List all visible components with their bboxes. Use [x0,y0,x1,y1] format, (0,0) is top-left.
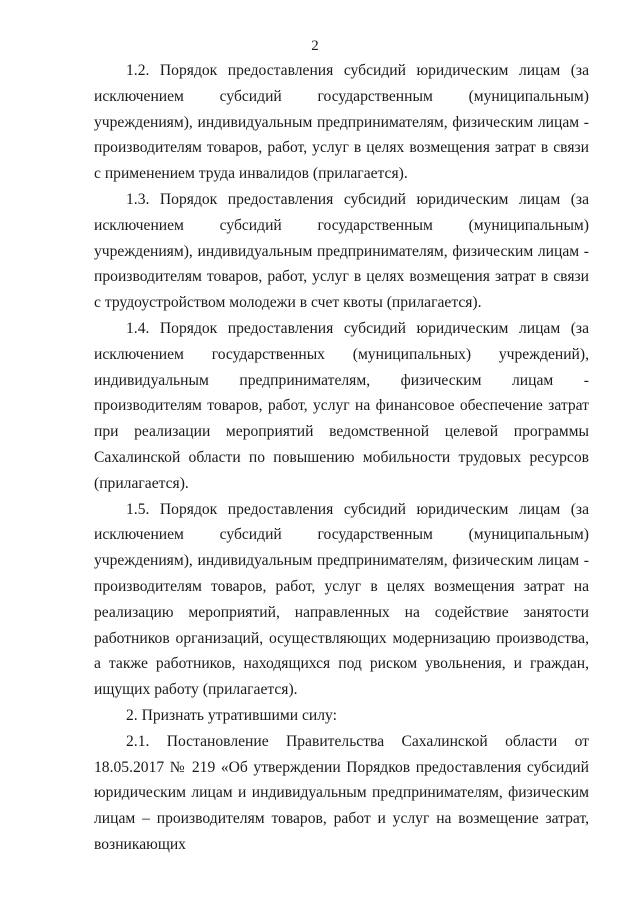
paragraph-1-3: 1.3. Порядок предоставления субсидий юридическим лицам (за исключением субсидий государственным (муниципальным) учреждениям), индивидуальным предпринимателям, физическим лицам - производителям товаров, работ, услуг в целях возмещения затрат в связи с трудоустройством молодежи в счет квоты (прилагается). [94,190,589,312]
paragraph-2: 2. Признать утратившими силу: [126,706,337,724]
page-number: 2 [311,38,319,54]
paragraph-1-4: 1.4. Порядок предоставления субсидий юридическим лицам (за исключением государственных (муниципальных) учреждений), индивидуальным предпринимателям, физическим лицам - производителям товаров, работ, услуг на финансовое обеспечение затрат при реализации мероприятий ведомственной целевой программы Сахалинской области по повышению мобильности трудовых ресурсов (прилагается). [94,319,589,492]
paragraph-1-5: 1.5. Порядок предоставления субсидий юридическим лицам (за исключением субсидий государственным (муниципальным) учреждениям), индивидуальным предпринимателям, физическим лицам - производителям товаров, работ, услуг в целях возмещения затрат на реализацию мероприятий, направленных на содействие занятости работников организаций, осуществляющих модернизацию производства, а также работников, находящихся под риском увольнения, и граждан, ищущих работу (прилагается). [94,500,589,699]
paragraph-2-1: 2.1. Постановление Правительства Сахалинской области от 18.05.2017 № 219 «Об утверждении Порядков предоставления субсидий юридическим лицам и индивидуальным предпринимателям, физическим лицам – производителям товаров, работ и услуг на возмещение затрат, возникающих [94,732,589,853]
document-body [94,58,589,858]
paragraph-1-2: 1.2. Порядок предоставления субсидий юридическим лицам (за исключением субсидий государственным (муниципальным) учреждениям), индивидуальным предпринимателям, физическим лицам - производителям товаров, работ, услуг в целях возмещения затрат в связи с применением труда инвалидов (прилагается). [94,62,589,183]
